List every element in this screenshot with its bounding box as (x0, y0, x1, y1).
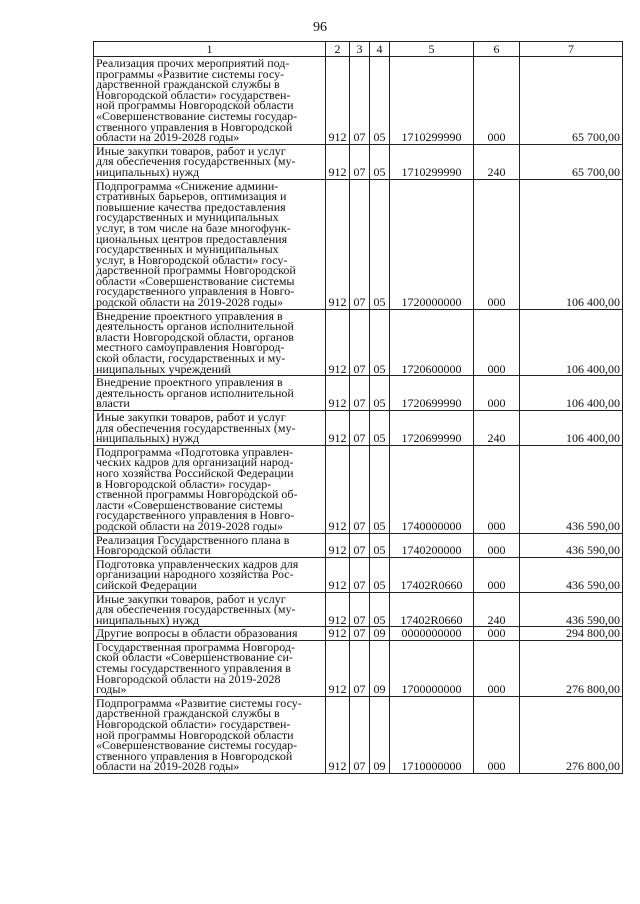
expense-type-code: 000 (474, 309, 520, 376)
table-row (94, 640, 623, 696)
target-article-code: 1740000000 (390, 445, 474, 533)
section-code: 07 (350, 445, 370, 533)
amount: 65 700,00 (520, 144, 623, 179)
subsection-code: 05 (370, 179, 390, 309)
subsection-code: 05 (370, 57, 390, 145)
section-code: 07 (350, 557, 370, 592)
ved-code: 912 (326, 640, 350, 696)
subsection-code: 05 (370, 533, 390, 557)
section-code: 07 (350, 640, 370, 696)
row-name: Иные закупки товаров, работ и услуг для обеспечения государственных (му- ниципальных) нужд (94, 411, 326, 446)
row-name: Внедрение проектного управления в деятельность органов исполнительной власти (94, 376, 326, 411)
amount: 106 400,00 (520, 411, 623, 446)
ved-code: 912 (326, 533, 350, 557)
expense-type-code: 000 (474, 696, 520, 773)
amount: 65 700,00 (520, 57, 623, 145)
table-row (94, 592, 623, 627)
amount: 106 400,00 (520, 376, 623, 411)
expense-type-code: 240 (474, 411, 520, 446)
ved-code: 912 (326, 411, 350, 446)
table-row (94, 376, 623, 411)
expense-type-code: 000 (474, 376, 520, 411)
target-article-code: 1740200000 (390, 533, 474, 557)
subsection-code: 05 (370, 557, 390, 592)
ved-code: 912 (326, 557, 350, 592)
ved-code: 912 (326, 376, 350, 411)
subsection-code: 09 (370, 640, 390, 696)
target-article-code: 1720000000 (390, 179, 474, 309)
target-article-code: 1700000000 (390, 640, 474, 696)
target-article-code: 17402R0660 (390, 592, 474, 627)
amount: 436 590,00 (520, 445, 623, 533)
target-article-code: 1710299990 (390, 57, 474, 145)
expense-type-code: 000 (474, 445, 520, 533)
row-name: Другие вопросы в области образования (94, 627, 326, 641)
ved-code: 912 (326, 179, 350, 309)
row-name: Реализация Государственного плана в Новгородской области (94, 533, 326, 557)
row-name: Подготовка управленческих кадров для организации народного хозяйства Рос- сийской Федерации (94, 557, 326, 592)
subsection-code: 05 (370, 144, 390, 179)
expense-type-code: 000 (474, 57, 520, 145)
ved-code: 912 (326, 57, 350, 145)
amount: 276 800,00 (520, 696, 623, 773)
amount: 276 800,00 (520, 640, 623, 696)
expense-type-code: 000 (474, 557, 520, 592)
subsection-code: 09 (370, 696, 390, 773)
amount: 436 590,00 (520, 533, 623, 557)
ved-code: 912 (326, 696, 350, 773)
table-row (94, 57, 623, 145)
column-header: 3 (350, 42, 370, 57)
table-row (94, 627, 623, 641)
amount: 106 400,00 (520, 179, 623, 309)
subsection-code: 05 (370, 592, 390, 627)
ved-code: 912 (326, 592, 350, 627)
subsection-code: 05 (370, 376, 390, 411)
ved-code: 912 (326, 627, 350, 641)
amount: 436 590,00 (520, 557, 623, 592)
column-header: 6 (474, 42, 520, 57)
expense-type-code: 000 (474, 627, 520, 641)
row-name: Иные закупки товаров, работ и услуг для обеспечения государственных (му- ниципальных) нужд (94, 144, 326, 179)
row-name: Подпрограмма «Подготовка управлен- ческих кадров для организаций народ- ного хозяйства Российской Федерации в Новгородской области» государ- ственной программы Новгородской об- ласти «Совершенствование системы государственного управления в Новго- родской области на 2019-2028 годы» (94, 445, 326, 533)
column-header: 4 (370, 42, 390, 57)
column-header: 2 (326, 42, 350, 57)
subsection-code: 05 (370, 309, 390, 376)
table-row (94, 411, 623, 446)
ved-code: 912 (326, 309, 350, 376)
subsection-code: 05 (370, 445, 390, 533)
subsection-code: 09 (370, 627, 390, 641)
section-code: 07 (350, 179, 370, 309)
table-row (94, 696, 623, 773)
section-code: 07 (350, 376, 370, 411)
target-article-code: 0000000000 (390, 627, 474, 641)
target-article-code: 1720699990 (390, 411, 474, 446)
page-number: 96 (313, 20, 327, 35)
column-header: 1 (94, 42, 326, 57)
ved-code: 912 (326, 445, 350, 533)
target-article-code: 1720699990 (390, 376, 474, 411)
table-row (94, 179, 623, 309)
amount: 436 590,00 (520, 592, 623, 627)
subsection-code: 05 (370, 411, 390, 446)
row-name: Внедрение проектного управления в деятельность органов исполнительной власти Новгородской области, органов местного самоуправления Новгород- ской области, государственных и му- ниципальных учреждений (94, 309, 326, 376)
table-row (94, 557, 623, 592)
section-code: 07 (350, 627, 370, 641)
expense-type-code: 000 (474, 179, 520, 309)
target-article-code: 1710000000 (390, 696, 474, 773)
row-name: Подпрограмма «Развитие системы госу- дарственной гражданской службы в Новгородской области» государствен- ной программы Новгородской области «Совершенствование системы государ- ственного управления в Новгородской области на 2019-2028 годы» (94, 696, 326, 773)
section-code: 07 (350, 309, 370, 376)
table-row (94, 445, 623, 533)
section-code: 07 (350, 144, 370, 179)
budget-table (93, 41, 623, 774)
row-name: Государственная программа Новгород- ской области «Совершенствование си- стемы государственного управления в Новгородской области на 2019-2028 годы» (94, 640, 326, 696)
table-row (94, 533, 623, 557)
expense-type-code: 240 (474, 144, 520, 179)
amount: 294 800,00 (520, 627, 623, 641)
target-article-code: 17402R0660 (390, 557, 474, 592)
row-name: Иные закупки товаров, работ и услуг для обеспечения государственных (му- ниципальных) нужд (94, 592, 326, 627)
amount: 106 400,00 (520, 309, 623, 376)
table-row (94, 144, 623, 179)
target-article-code: 1720600000 (390, 309, 474, 376)
ved-code: 912 (326, 144, 350, 179)
column-header: 7 (520, 42, 623, 57)
table-header-row (94, 42, 623, 57)
table-row (94, 309, 623, 376)
section-code: 07 (350, 533, 370, 557)
expense-type-code: 000 (474, 533, 520, 557)
target-article-code: 1710299990 (390, 144, 474, 179)
column-header: 5 (390, 42, 474, 57)
expense-type-code: 000 (474, 640, 520, 696)
row-name: Реализация прочих мероприятий под- программы «Развитие системы госу- дарственной гражданской службы в Новгородской области» государствен- ной программы Новгородской области «Совершенствование системы государ- ственного управления в Новгородской области на 2019-2028 годы» (94, 57, 326, 145)
section-code: 07 (350, 696, 370, 773)
section-code: 07 (350, 411, 370, 446)
expense-type-code: 240 (474, 592, 520, 627)
row-name: Подпрограмма «Снижение админи- стративных барьеров, оптимизация и повышение качества предоставления государственных и муниципальных услуг, в том числе на базе многофунк- циональных центров предоставления государственных и муниципальных услуг, в Новгородской области» госу- дарственной программы Новгородской области «Совершенствование системы государственного управления в Новго- родской области на 2019-2028 годы» (94, 179, 326, 309)
section-code: 07 (350, 57, 370, 145)
section-code: 07 (350, 592, 370, 627)
